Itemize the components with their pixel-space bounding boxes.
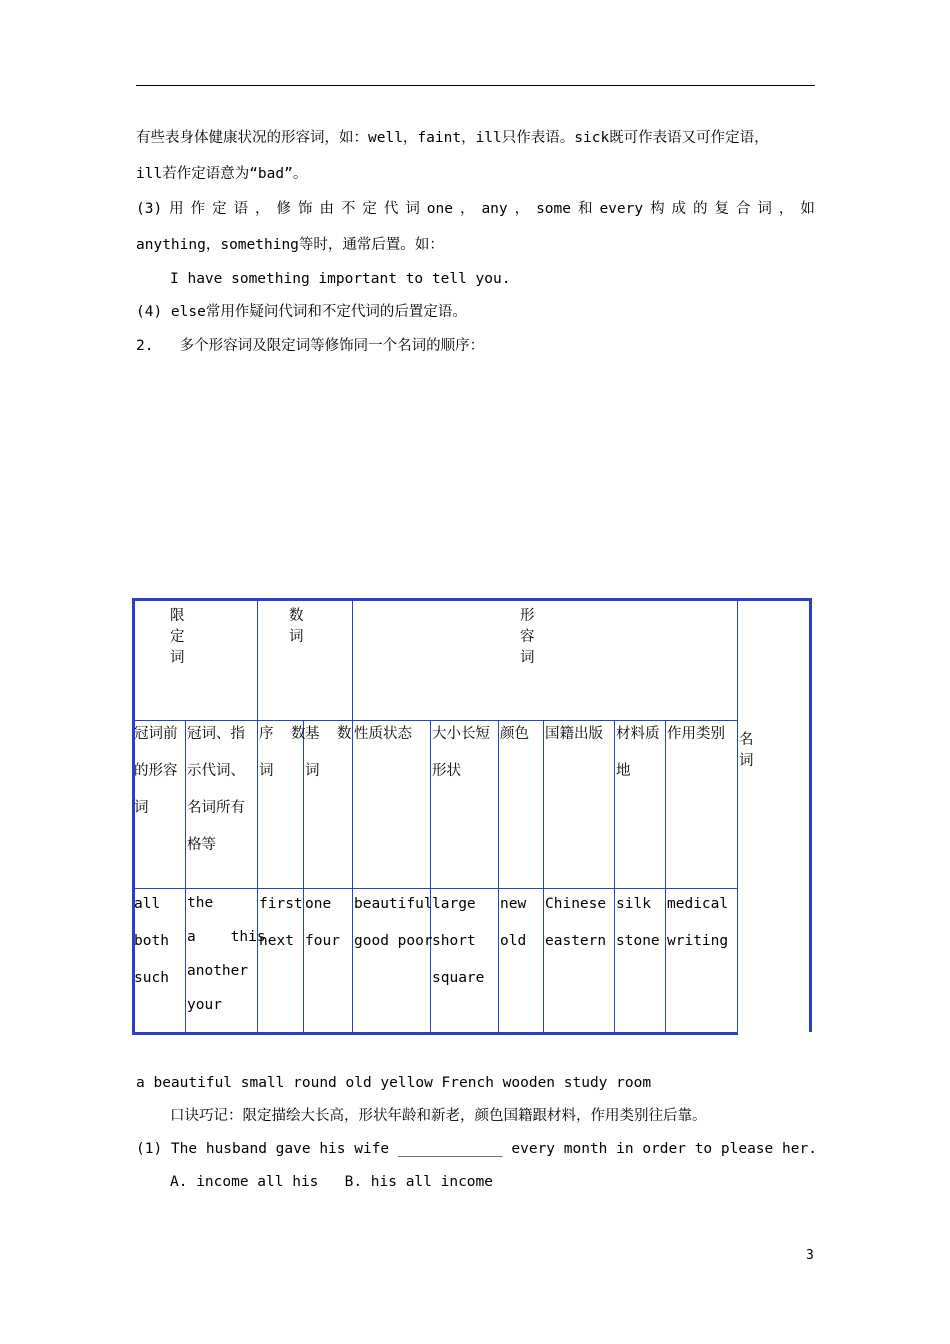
line3-token: one — [426, 201, 453, 217]
line3-token: ， — [255, 201, 270, 217]
example-word: eastern — [545, 933, 607, 949]
section-heading-2: 2. 多个形容词及限定词等修饰同一个名词的顺序： — [136, 338, 485, 354]
line3-token: 合 — [735, 201, 751, 217]
example-cell — [432, 886, 484, 997]
line3-token: ， — [514, 201, 530, 217]
example-word: first — [259, 896, 303, 912]
subheader-line: 词 — [134, 800, 149, 816]
example-cell — [305, 886, 340, 960]
example-word: both — [134, 933, 169, 949]
example-word: good poor — [354, 933, 433, 949]
subheader-line: 国籍出版 — [545, 726, 603, 742]
paragraph-line-1: 有些表身体健康状况的形容词，如：well，faint，ill只作表语。sick既可作表语又可作定语， — [136, 130, 769, 146]
example-cell — [616, 886, 660, 960]
example-word: another — [187, 963, 249, 979]
subheader-cell — [500, 716, 529, 753]
example-word: new — [500, 896, 527, 912]
paragraph-line-6: (4) else常用作疑问代词和不定代词的后置定语。 — [136, 304, 467, 320]
example-word: short — [432, 933, 476, 949]
example-word: all — [134, 896, 161, 912]
header-rule — [136, 85, 815, 86]
subheader-line: 冠词前 — [134, 726, 178, 742]
paragraph-line-3 — [136, 199, 815, 219]
subheader-line: 序 数 — [259, 726, 306, 742]
subheader-line: 大小长短 — [432, 726, 490, 742]
example-word: four — [305, 933, 340, 949]
line3-token: 语 — [233, 201, 249, 217]
subheader-cell — [305, 716, 351, 790]
paragraph-line-4: anything，something等时，通常后置。如： — [136, 237, 444, 253]
example-word: large — [432, 896, 476, 912]
line3-token: 成 — [671, 201, 687, 217]
example-sentence: I have something important to tell you. — [170, 271, 511, 287]
line3-token: (3) — [136, 201, 163, 217]
example-cell — [667, 886, 728, 960]
subheader-line: 词 — [259, 763, 274, 779]
example-word: a this — [187, 929, 266, 945]
subheader-cell — [354, 716, 412, 753]
line3-token: 构 — [650, 201, 665, 217]
example-word: beautiful — [354, 896, 433, 912]
line3-token: 如 — [800, 201, 815, 217]
question-1: (1) The husband gave his wife ____________ every month in order to please her. — [136, 1141, 817, 1157]
subheader-line: 颜色 — [500, 726, 529, 742]
subheader-cell — [667, 716, 725, 753]
header-noun: 名词 — [739, 732, 754, 769]
subheader-line: 的形容 — [134, 763, 178, 779]
example-phrase: a beautiful small round old yellow French wooden study room — [136, 1075, 652, 1091]
line3-token: 不 — [340, 201, 356, 217]
header-numerals: 数词 — [289, 608, 304, 645]
subheader-line: 地 — [616, 763, 631, 779]
example-word: Chinese — [545, 896, 607, 912]
example-word: silk — [616, 896, 651, 912]
paragraph-line-2: ill若作定语意为“bad”。 — [136, 166, 308, 182]
line3-token: 词 — [405, 201, 420, 217]
line3-token: 定 — [362, 201, 377, 217]
subheader-line: 冠词、指 — [187, 726, 245, 742]
line3-token: 用 — [169, 201, 184, 217]
subheader-cell — [545, 716, 603, 753]
subheader-line: 名词所有 — [187, 800, 245, 816]
subheader-line: 示代词、 — [187, 763, 245, 779]
example-word: the — [187, 895, 214, 911]
example-cell — [545, 886, 606, 960]
subheader-line: 形状 — [432, 763, 461, 779]
line3-token: 作 — [190, 201, 206, 217]
page-number: 3 — [806, 1248, 814, 1263]
mnemonic-line: 口诀巧记：限定描绘大长高，形状年龄和新老，颜色国籍跟材料，作用类别往后靠。 — [170, 1108, 707, 1124]
header-adjectives: 形容词 — [520, 608, 535, 666]
subheader-cell — [432, 716, 490, 790]
example-word: old — [500, 933, 527, 949]
subheader-cell — [259, 716, 305, 790]
line3-token: ， — [459, 201, 475, 217]
subheader-line: 材料质 — [616, 726, 660, 742]
example-cell — [354, 886, 433, 960]
subheader-line: 词 — [305, 763, 320, 779]
subheader-cell — [616, 716, 660, 790]
line3-token: 定 — [212, 201, 227, 217]
line3-token: any — [481, 201, 508, 217]
subheader-line: 性质状态 — [354, 726, 412, 742]
line3-token: 修 — [276, 201, 292, 217]
line3-token: every — [599, 201, 644, 217]
example-word: stone — [616, 933, 660, 949]
header-determiners: 限定词 — [170, 608, 185, 666]
example-word: next — [259, 933, 294, 949]
question-1-options: A. income all his B. his all income — [170, 1174, 494, 1190]
example-cell — [187, 886, 266, 1022]
example-word: writing — [667, 933, 729, 949]
subheader-line: 基 数 — [305, 726, 352, 742]
line3-token: 饰 — [297, 201, 313, 217]
example-cell — [500, 886, 526, 960]
example-cell — [134, 886, 169, 997]
example-word: your — [187, 997, 222, 1013]
example-word: one — [305, 896, 332, 912]
line3-token: 的 — [693, 201, 708, 217]
subheader-line: 作用类别 — [667, 726, 725, 742]
subheader-line: 格等 — [187, 837, 216, 853]
line3-token: ， — [778, 201, 794, 217]
line3-token: some — [536, 201, 571, 217]
line3-token: 和 — [577, 201, 593, 217]
line3-token: 复 — [714, 201, 729, 217]
example-word: medical — [667, 896, 729, 912]
line3-token: 由 — [319, 201, 334, 217]
example-cell — [259, 886, 303, 960]
example-word: square — [432, 970, 485, 986]
line3-token: 代 — [383, 201, 399, 217]
line3-token: 词 — [757, 201, 772, 217]
subheader-cell — [134, 716, 178, 827]
example-word: such — [134, 970, 169, 986]
subheader-cell — [187, 716, 245, 864]
